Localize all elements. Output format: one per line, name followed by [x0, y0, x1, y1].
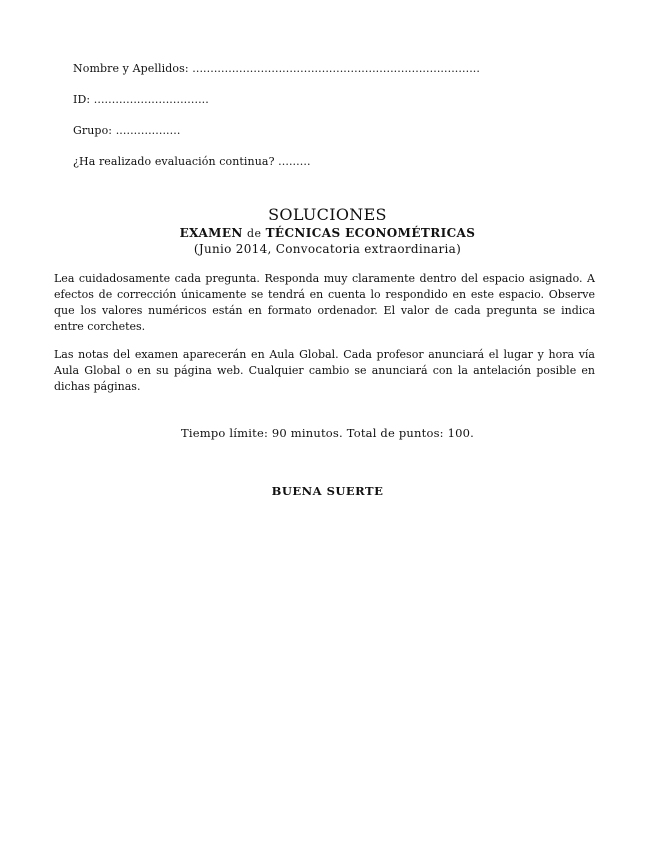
instructions-paragraph-2: Las notas del examen aparecerán en Aula Global. Cada profesor anunciará el lugar y hora vía Aula Global o en su página web. Cualquier cambio se anunciará con la antelación posible en dichas páginas. — [54, 348, 595, 393]
group-field: Grupo: .................. — [73, 124, 181, 137]
exam-session: (Junio 2014, Convocatoria extraordinaria) — [193, 242, 462, 256]
exam-de: de — [247, 227, 262, 240]
id-field: ID: ................................ — [73, 93, 209, 106]
exam-subject: TÉCNICAS ECONOMÉTRICAS — [265, 226, 476, 240]
name-field: Nombre y Apellidos: ................................................................................ — [73, 62, 480, 75]
time-limit: Tiempo límite: 90 minutos. Total de puntos: 100. — [180, 426, 475, 440]
continuous-evaluation-field: ¿Ha realizado evaluación continua? ......... — [73, 155, 311, 168]
instructions-paragraph-1: Lea cuidadosamente cada pregunta. Responda muy claramente dentro del espacio asignado. A efectos de corrección únicamente se tendrá en cuenta lo respondido en este espacio. Observe que los valores numéricos están en formato ordenador. El valor de cada pregunta se indica entre corchetes. — [54, 272, 595, 333]
page-title: SOLUCIONES — [268, 205, 387, 224]
exam-subtitle — [0, 226, 655, 240]
good-luck-text: BUENA SUERTE — [271, 484, 384, 498]
exam-prefix: EXAMEN — [179, 226, 243, 240]
